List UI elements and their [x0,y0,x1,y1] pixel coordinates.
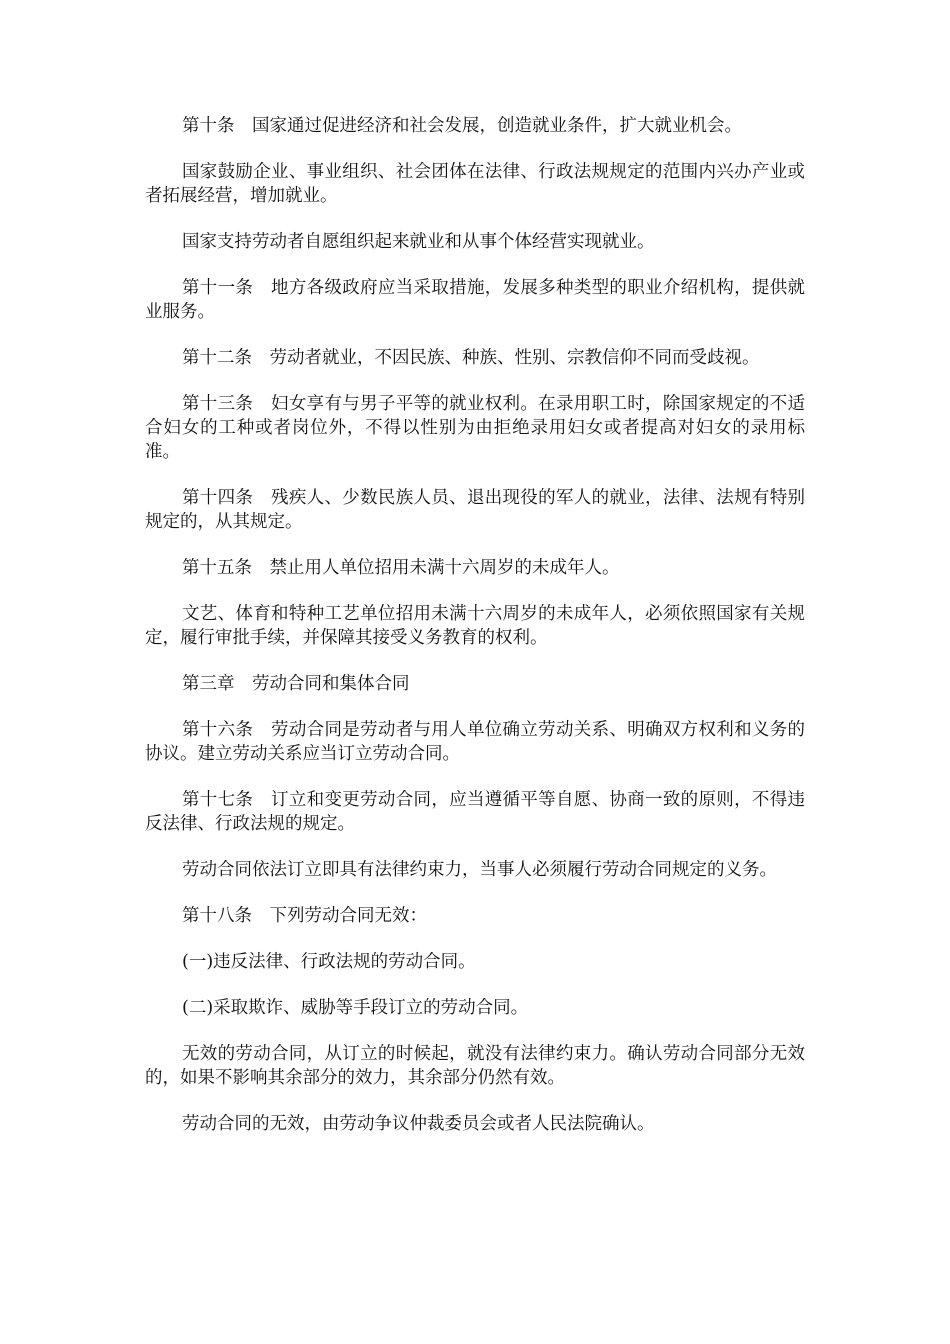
chapter-heading: 第三章 劳动合同和集体合同 [182,674,410,694]
paragraph-article-16: 第十六条 劳动合同是劳动者与用人单位确立劳动关系、明确双方权利和义务的协议。建立劳动关系应当订立劳动合同。 [145,720,805,764]
paragraph-article-11: 第十一条 地方各级政府应当采取措施，发展多种类型的职业介绍机构，提供就业服务。 [145,278,805,322]
paragraph-article-18-clause-2: 无效的劳动合同，从订立的时候起，就没有法律约束力。确认劳动合同部分无效的，如果不影响其余部分的效力，其余部分仍然有效。 [145,1044,805,1088]
paragraph-article-17: 第十七条 订立和变更劳动合同，应当遵循平等自愿、协商一致的原则，不得违反法律、行政法规的规定。 [145,790,805,834]
paragraph-article-18-clause-3: 劳动合同的无效，由劳动争议仲裁委员会或者人民法院确认。 [182,1114,655,1134]
paragraph-article-10-clause-3: 国家支持劳动者自愿组织起来就业和从事个体经营实现就业。 [182,232,655,252]
paragraph-article-17-clause-2: 劳动合同依法订立即具有法律约束力，当事人必须履行劳动合同规定的义务。 [182,860,777,880]
list-item-1: (一)违反法律、行政法规的劳动合同。 [182,952,476,972]
document-body [145,114,805,1158]
paragraph-article-18: 第十八条 下列劳动合同无效： [182,906,427,926]
paragraph-article-10: 第十条 国家通过促进经济和社会发展，创造就业条件，扩大就业机会。 [182,116,742,136]
paragraph-article-13: 第十三条 妇女享有与男子平等的就业权利。在录用职工时，除国家规定的不适合妇女的工种或者岗位外，不得以性别为由拒绝录用妇女或者提高对妇女的录用标准。 [145,394,805,462]
paragraph-article-14: 第十四条 残疾人、少数民族人员、退出现役的军人的就业，法律、法规有特别规定的，从其规定。 [145,488,805,532]
paragraph-article-15-clause-2: 文艺、体育和特种工艺单位招用未满十六周岁的未成年人，必须依照国家有关规定，履行审批手续，并保障其接受义务教育的权利。 [145,604,805,648]
paragraph-article-10-clause-2: 国家鼓励企业、事业组织、社会团体在法律、行政法规规定的范围内兴办产业或者拓展经营，增加就业。 [145,162,805,206]
list-item-2: (二)采取欺诈、威胁等手段订立的劳动合同。 [182,998,529,1018]
paragraph-article-15: 第十五条 禁止用人单位招用未满十六周岁的未成年人。 [182,558,620,578]
paragraph-article-12: 第十二条 劳动者就业，不因民族、种族、性别、宗教信仰不同而受歧视。 [182,348,760,368]
